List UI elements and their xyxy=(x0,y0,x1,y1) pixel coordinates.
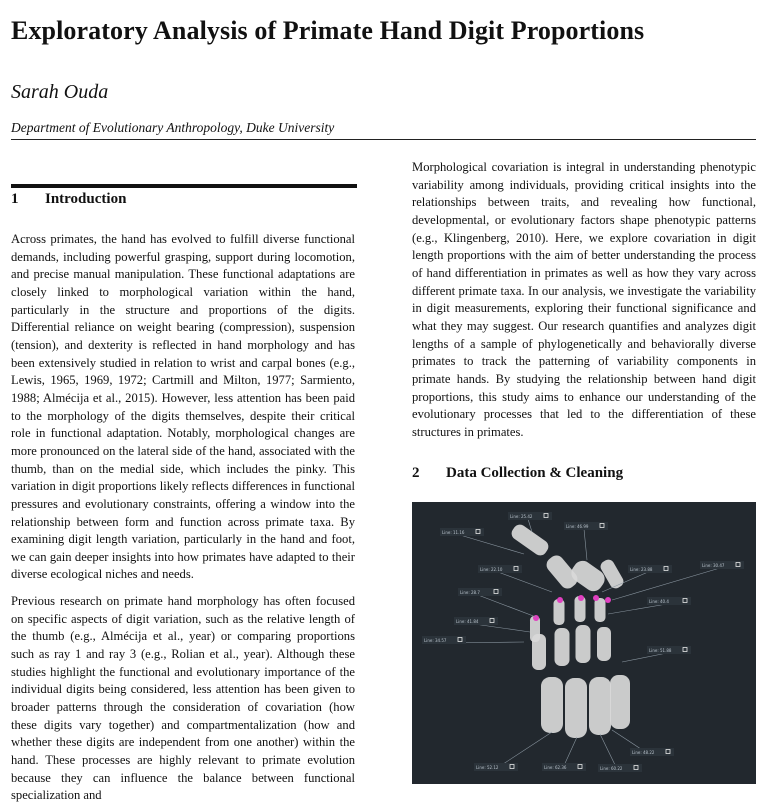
header-divider xyxy=(11,139,756,140)
bone-segment xyxy=(554,599,565,625)
affiliation: Department of Evolutionary Anthropology, Duke University xyxy=(11,120,335,135)
measurement-label: Line: 62.36 xyxy=(544,765,567,770)
bone-segment xyxy=(565,678,587,738)
measurement-line xyxy=(474,624,530,632)
measurement-label: Line: 11.16 xyxy=(442,530,465,535)
bone-segment xyxy=(532,634,546,670)
measurement-label: Line: 30.47 xyxy=(702,563,725,568)
measurement-label: Line: 41.84 xyxy=(456,619,479,624)
section-title: Introduction xyxy=(45,191,127,207)
hand-3d-viewer xyxy=(412,502,756,784)
measurement-label: Line: 52.12 xyxy=(476,765,499,770)
bone-segment xyxy=(541,677,563,733)
measurement-label: Line: 51.88 xyxy=(649,648,672,653)
measurement-label: Line: 40.4 xyxy=(649,599,669,604)
section-heading-data-collection xyxy=(412,465,623,482)
measurement-line xyxy=(498,572,552,592)
hand-measurement-figure xyxy=(412,502,756,784)
section-title: Data Collection & Cleaning xyxy=(446,465,624,481)
section-heading-introduction xyxy=(11,191,126,208)
intro-paragraph-2: Previous research on primate hand morphology has often focused on specific aspects of digit variation, such as the relative length of the thumb (e.g., Almécija et al., year) or comparing proportions such as ray 1 and ray 3 (e.g., Rolian et al., year). Although these studies highlight the functional and evolutionary importance of the individual digits being considered, less attention has been given to broader patterns through the consideration of covariation (how these digits vary together) and compartmentalization (how and whether these digits are independent from one another) within the hand. These processes are highly relevant to primate evolution because they can influence the balance between functional specialization and xyxy=(11,594,355,803)
measurement-label: Line: 22.10 xyxy=(480,567,503,572)
landmark-point xyxy=(593,595,599,601)
bone-segment xyxy=(576,625,591,663)
bone-segment xyxy=(595,598,606,622)
bone-segment xyxy=(555,628,570,666)
measurement-line xyxy=(478,595,536,617)
landmark-point xyxy=(578,595,584,601)
measurement-line xyxy=(622,653,667,662)
bone-segment xyxy=(509,522,551,558)
intro-paragraph-1: Across primates, the hand has evolved to fulfill diverse functional demands, including powerful grasping, support during locomotion, and precise manual manipulation. These functional adaptations are closely linked to morphological variation within the hand, particularly in the structure and proportions of the digits. Differential reliance on weight bearing (compression), suspension (tension), and dexterity is reflected in hand morphology and has been extensively studied in relation to wrist and carpal bones (e.g., Lewis, 1965, 1969, 1972; Cartmill and Milton, 1977; Sarmiento, 1988; Almécija et al., 2015). However, less attention has been paid to the morphology of the digits themselves, despite their critical role in functional adaptation. Notably, morphological changes are more pronounced on the lateral side of the hand, associated with the thumb, than on the medial side, which includes the pinky. This variation in digit proportions likely reflects differences in functional pressures and evolutionary constraints, offering a window into the relationship between form and function across primate taxa. By examining digit length variation, particularly in the hand and foot, we can gain deeper insights into how primates have adapted to their diverse ecological niches and needs. xyxy=(11,232,355,582)
landmark-point xyxy=(557,597,563,603)
measurement-label: Line: 34.57 xyxy=(424,638,447,643)
section-number: 2 xyxy=(412,465,420,481)
measurement-line xyxy=(584,529,587,560)
paper-title: Exploratory Analysis of Primate Hand Digit Proportions xyxy=(11,16,645,45)
measurement-label: Line: 60.22 xyxy=(600,766,623,771)
intro-paragraph-3: Morphological covariation is integral in understanding phenotypic variability among individuals, providing critical insights into the relationships between traits, and revealing how functional, developmental, or evolutionary factors shape phenotypic patterns (e.g., Klingenberg, 2010). Here, we explore covariation in digit length proportions with the aim of better understanding the process of hand differentiation in primates as well as how they vary across different primate taxa. In our analysis, we investigate the variability in digit measurements, exploring their functional significance and what they may suggest. Our research quantifies and analyzes digit lengths of a sample of phylogenetically and behaviorally diverse primates to track the patterning of variability components in primate hands. By studying the relationship between hand digit proportions, this study aims to enhance our understanding of the evolutionary processes that led to the differentiation of these structures in primates. xyxy=(412,160,756,439)
bone-segment xyxy=(589,677,611,735)
measurement-label: Line: 28.7 xyxy=(460,590,480,595)
measurement-line xyxy=(608,604,667,614)
bone-segment xyxy=(597,627,611,661)
measurement-label: Line: 46.99 xyxy=(566,524,589,529)
measurement-label: Line: 23.88 xyxy=(630,567,653,572)
section-divider xyxy=(11,184,357,188)
section-number: 1 xyxy=(11,191,19,207)
measurement-label: Line: 25.42 xyxy=(510,514,533,519)
measurement-label: Line: 48.22 xyxy=(632,750,655,755)
author-name: Sarah Ouda xyxy=(11,81,109,103)
bone-segment xyxy=(610,675,630,729)
landmark-point xyxy=(605,597,611,603)
hand-bones xyxy=(509,522,630,738)
